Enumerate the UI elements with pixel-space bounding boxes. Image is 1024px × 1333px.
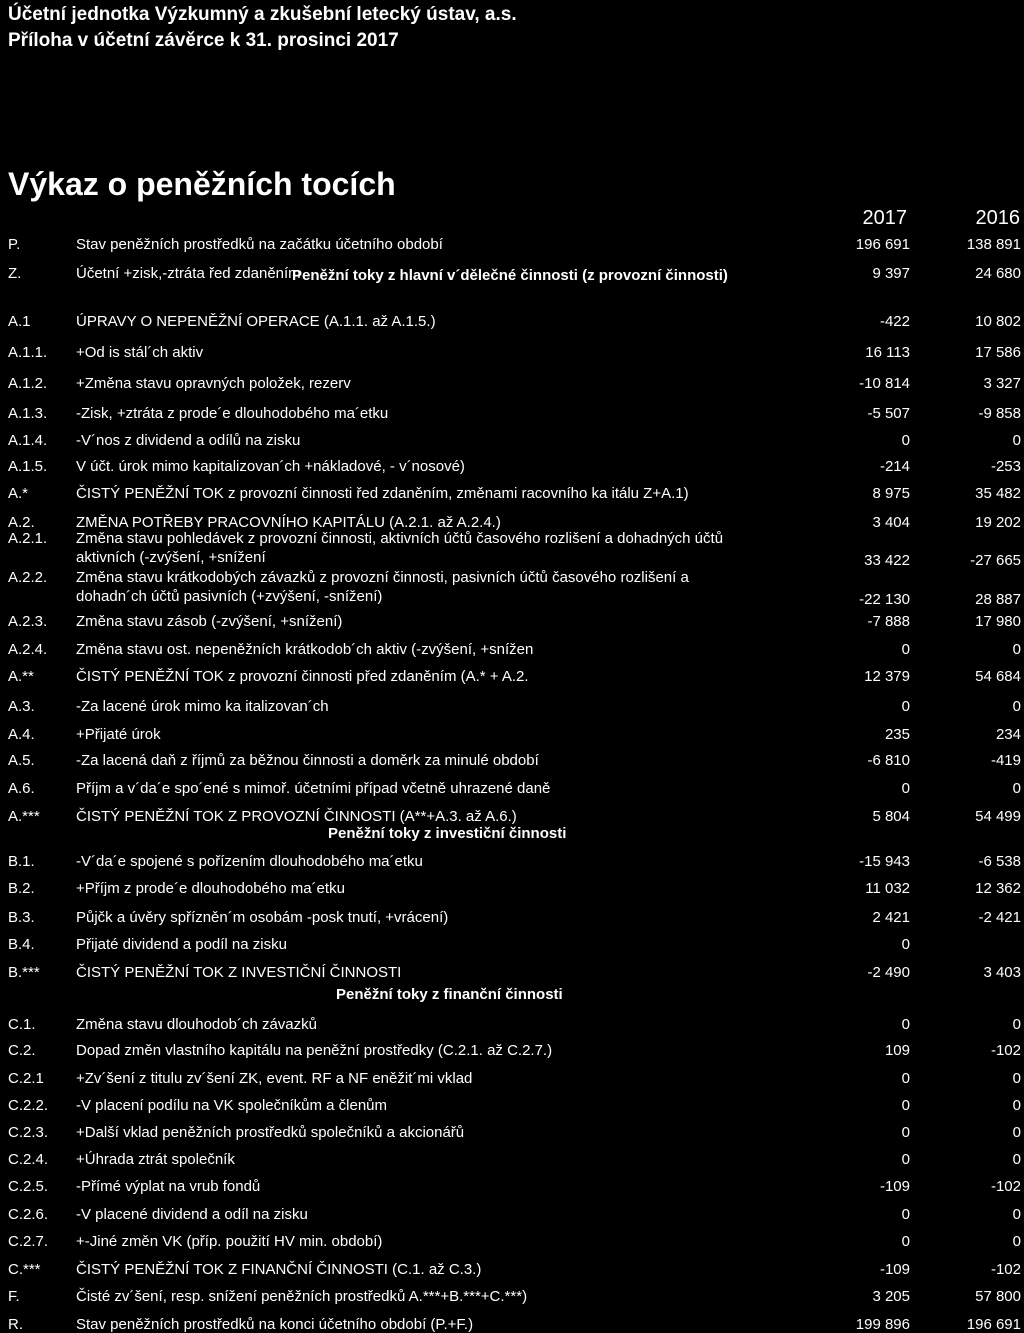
row-label <box>76 641 796 658</box>
row-code: B.3. <box>8 909 35 926</box>
value-2017: 33 422 <box>864 552 910 569</box>
row-label-line: +Přijaté úrok <box>76 726 161 743</box>
row-code: F. <box>8 1288 20 1305</box>
row-code: A.6. <box>8 780 35 797</box>
value-2016: -27 665 <box>970 552 1021 569</box>
section-heading-provozni: Peněžní toky z hlavní v´dělečné činnosti (z provozní činnosti) <box>292 267 728 284</box>
row-label <box>76 1316 796 1333</box>
value-2016: 54 499 <box>975 808 1021 825</box>
value-2016: 0 <box>1012 1097 1021 1114</box>
page-title: Výkaz o peněžních tocích <box>8 166 396 202</box>
row-label-line: +-Jiné změn VK (příp. použití HV min. období) <box>76 1233 383 1250</box>
row-code: B.1. <box>8 853 35 870</box>
row-label <box>76 1151 796 1168</box>
row-label-line: +Úhrada ztrát společník <box>76 1151 235 1168</box>
row-label-line: Příjm a v´da´e spo´ené s mimoř. účetními případ včetně uhrazené daně <box>76 780 551 797</box>
value-2017: -214 <box>879 458 910 475</box>
row-label-line: -Zisk, +ztráta z prode´e dlouhodobého ma´etku <box>76 405 389 422</box>
value-2017: 0 <box>901 432 910 449</box>
document-header <box>8 2 517 54</box>
row-label <box>76 569 796 605</box>
row-label <box>76 698 796 715</box>
value-2017: 8 975 <box>872 485 910 502</box>
row-code: A.* <box>8 485 29 502</box>
value-2016: 0 <box>1012 432 1021 449</box>
row-code: B.4. <box>8 936 35 953</box>
value-2017: 3 404 <box>872 514 910 531</box>
row-code: A.2. <box>8 514 35 531</box>
value-2016: 57 800 <box>975 1288 1021 1305</box>
value-2017: 0 <box>901 780 910 797</box>
value-2016: 0 <box>1012 1233 1021 1250</box>
row-label-line: +Další vklad peněžních prostředků společníků a akcionářů <box>76 1124 465 1141</box>
row-label-line: -Přímé výplat na vrub fondů <box>76 1178 261 1195</box>
value-2016: 28 887 <box>975 591 1021 608</box>
value-2016: 3 403 <box>983 964 1021 981</box>
row-label <box>76 752 796 769</box>
section-heading-investicni: Peněžní toky z investiční činnosti <box>328 825 567 842</box>
row-label-line: +Změna stavu opravných položek, rezerv <box>76 375 351 392</box>
value-2016: 0 <box>1012 780 1021 797</box>
row-label-line: Stav peněžních prostředků na začátku účetního období <box>76 236 443 253</box>
value-2016: 0 <box>1012 698 1021 715</box>
row-label <box>76 909 796 926</box>
row-code: C.1. <box>8 1016 36 1033</box>
row-label-line: ÚPRAVY O NEPENĚŽNÍ OPERACE (A.1.1. až A.1.5.) <box>76 313 436 330</box>
row-label-line: Stav peněžních prostředků na konci účetního období (P.+F.) <box>76 1316 474 1333</box>
value-2017: 0 <box>901 1097 910 1114</box>
year-column-2016: 2016 <box>975 207 1020 229</box>
value-2016: 24 680 <box>975 265 1021 282</box>
row-label <box>76 344 796 361</box>
row-label-line: -V placené dividend a odíl na zisku <box>76 1206 308 1223</box>
row-label-line: -V placení podílu na VK společníkům a členům <box>76 1097 388 1114</box>
row-label-line: ČISTÝ PENĚŽNÍ TOK z provozní činnosti před zdaněním (A.* + A.2. <box>76 668 529 685</box>
value-2017: 0 <box>901 936 910 953</box>
row-label-line: -V´da´e spojené s pořízením dlouhodobého ma´etku <box>76 853 423 870</box>
value-2017: 11 032 <box>865 880 910 897</box>
row-label-line: ČISTÝ PENĚŽNÍ TOK Z FINANČNÍ ČINNOSTI (C.1. až C.3.) <box>76 1261 482 1278</box>
value-2017: -2 490 <box>867 964 910 981</box>
row-label <box>76 1261 796 1278</box>
value-2017: 109 <box>884 1042 910 1059</box>
row-label-line: Změna stavu ost. nepeněžních krátkodob´ch aktiv (-zvýšení, +snížen <box>76 641 534 658</box>
value-2016: 54 684 <box>975 668 1021 685</box>
header-attachment-line: Příloha v účetní závěrce k 31. prosinci 2017 <box>8 30 399 51</box>
value-2017: 235 <box>884 726 910 743</box>
value-2016: 0 <box>1012 1206 1021 1223</box>
row-label <box>76 1070 796 1087</box>
value-2016: -9 858 <box>978 405 1021 422</box>
row-label-line: ČISTÝ PENĚŽNÍ TOK z provozní činnosti řed zdaněním, změnami racovního ka itálu Z+A.1) <box>76 485 689 502</box>
row-code: B.*** <box>8 964 40 981</box>
row-label-line: V účt. úrok mimo kapitalizovan´ch +nákladové, - v´nosové) <box>76 458 465 475</box>
row-label <box>76 1016 796 1033</box>
row-label <box>76 530 796 566</box>
row-code: A.2.1. <box>8 530 48 547</box>
value-2017: -109 <box>879 1178 910 1195</box>
value-2017: 3 205 <box>872 1288 910 1305</box>
value-2016: 234 <box>995 726 1021 743</box>
value-2016: -419 <box>990 752 1021 769</box>
row-code: C.2.5. <box>8 1178 49 1195</box>
row-label <box>76 1124 796 1141</box>
row-label <box>76 1042 796 1059</box>
value-2016: 0 <box>1012 1070 1021 1087</box>
row-code: A.3. <box>8 698 35 715</box>
value-2016: -2 421 <box>978 909 1021 926</box>
value-2016: 0 <box>1012 1151 1021 1168</box>
row-code: C.2. <box>8 1042 36 1059</box>
value-2017: -422 <box>879 313 910 330</box>
row-code: C.2.7. <box>8 1233 49 1250</box>
row-label <box>76 375 796 392</box>
row-label-line: +Od is stál´ch aktiv <box>76 344 204 361</box>
row-code: A.2.4. <box>8 641 48 658</box>
value-2017: -7 888 <box>867 613 910 630</box>
row-label <box>76 936 796 953</box>
row-label <box>76 964 796 981</box>
value-2016: 17 586 <box>975 344 1021 361</box>
value-2017: -10 814 <box>859 375 910 392</box>
row-code: A.1.5. <box>8 458 48 475</box>
row-label-line: ZMĚNA POTŘEBY PRACOVNÍHO KAPITÁLU (A.2.1. až A.2.4.) <box>76 514 501 531</box>
value-2017: -22 130 <box>859 591 910 608</box>
row-label-line: ČISTÝ PENĚŽNÍ TOK Z INVESTIČNÍ ČINNOSTI <box>76 964 402 981</box>
row-label <box>76 432 796 449</box>
row-label <box>76 313 796 330</box>
row-label <box>76 514 796 531</box>
section-heading-financni: Peněžní toky z finanční činnosti <box>336 986 563 1003</box>
row-label-line: Změna stavu dlouhodob´ch závazků <box>76 1016 317 1033</box>
value-2016: 0 <box>1012 641 1021 658</box>
row-label <box>76 1097 796 1114</box>
row-label-line: Změna stavu krátkodobých závazků z provozní činnosti, pasivních účtů časového rozlišení a <box>76 569 689 586</box>
value-2017: 0 <box>901 1151 910 1168</box>
value-2017: -15 943 <box>859 853 910 870</box>
value-2017: 0 <box>901 641 910 658</box>
value-2017: 0 <box>901 1070 910 1087</box>
row-label-line: -Za lacené úrok mimo ka italizovan´ch <box>76 698 329 715</box>
value-2017: 0 <box>901 1124 910 1141</box>
row-label-line: Čisté zv´šení, resp. snížení peněžních prostředků A.***+B.***+C.***) <box>76 1288 528 1305</box>
row-code: Z. <box>8 265 22 282</box>
value-2017: 0 <box>901 1016 910 1033</box>
row-label <box>76 780 796 797</box>
row-code: B.2. <box>8 880 35 897</box>
row-code: A.2.2. <box>8 569 48 586</box>
value-2016: 138 891 <box>966 236 1021 253</box>
row-label <box>76 1288 796 1305</box>
row-code: A.** <box>8 668 34 685</box>
value-2017: -109 <box>879 1261 910 1278</box>
year-column-2017: 2017 <box>862 207 907 229</box>
row-label-line: Půjčk a úvěry spřízněn´m osobám -posk tnutí, +vrácení) <box>76 909 449 926</box>
value-2016: 12 362 <box>975 880 1021 897</box>
row-label <box>76 1233 796 1250</box>
row-code: A.*** <box>8 808 40 825</box>
value-2017: -5 507 <box>867 405 910 422</box>
value-2016: -102 <box>990 1178 1021 1195</box>
value-2016: 0 <box>1012 1016 1021 1033</box>
row-label <box>76 808 796 825</box>
row-label <box>76 853 796 870</box>
row-code: A.4. <box>8 726 35 743</box>
value-2017: -6 810 <box>867 752 910 769</box>
row-code: A.1.4. <box>8 432 48 449</box>
row-label <box>76 613 796 630</box>
value-2016: -6 538 <box>978 853 1021 870</box>
value-2017: 199 896 <box>855 1316 910 1333</box>
value-2016: 0 <box>1012 1124 1021 1141</box>
value-2017: 0 <box>901 1206 910 1223</box>
row-label-line: -Za lacená daň z říjmů za běžnou činnosti a doměrk za minulé období <box>76 752 539 769</box>
row-label-line: Změna stavu pohledávek z provozní činnosti, aktivních účtů časového rozlišení a dohadných účtů <box>76 530 724 547</box>
row-label-line: +Zv´šení z titulu zv´šení ZK, event. RF a NF eněžit´mi vklad <box>76 1070 473 1087</box>
value-2017: 196 691 <box>855 236 910 253</box>
row-label <box>76 265 796 282</box>
row-label <box>76 1206 796 1223</box>
row-label <box>76 880 796 897</box>
value-2016: 196 691 <box>966 1316 1021 1333</box>
value-2016: -102 <box>990 1042 1021 1059</box>
row-label <box>76 236 796 253</box>
value-2017: 16 113 <box>865 344 910 361</box>
row-label <box>76 668 796 685</box>
value-2017: 0 <box>901 1233 910 1250</box>
value-2016: -102 <box>990 1261 1021 1278</box>
row-code: C.2.1 <box>8 1070 44 1087</box>
value-2016: -253 <box>990 458 1021 475</box>
row-label <box>76 458 796 475</box>
row-code: C.*** <box>8 1261 41 1278</box>
row-code: A.1 <box>8 313 31 330</box>
row-label-line: ČISTÝ PENĚŽNÍ TOK Z PROVOZNÍ ČINNOSTI (A**+A.3. až A.6.) <box>76 808 517 825</box>
row-code: A.1.1. <box>8 344 48 361</box>
value-2016: 3 327 <box>983 375 1021 392</box>
row-label-line-2: aktivních (-zvýšení, +snížení <box>76 549 266 566</box>
value-2016: 35 482 <box>975 485 1021 502</box>
value-2017: 12 379 <box>864 668 910 685</box>
value-2017: 2 421 <box>872 909 910 926</box>
row-code: P. <box>8 236 21 253</box>
row-code: R. <box>8 1316 23 1333</box>
row-label-line: Dopad změn vlastního kapitálu na peněžní prostředky (C.2.1. až C.2.7.) <box>76 1042 553 1059</box>
row-label-line: Přijaté dividend a podíl na zisku <box>76 936 287 953</box>
row-label-line: +Příjm z prode´e dlouhodobého ma´etku <box>76 880 345 897</box>
row-code: A.5. <box>8 752 35 769</box>
value-2016: 17 980 <box>975 613 1021 630</box>
value-2017: 0 <box>901 698 910 715</box>
row-label <box>76 726 796 743</box>
row-label <box>76 405 796 422</box>
row-code: A.1.2. <box>8 375 48 392</box>
header-entity-line: Účetní jednotka Výzkumný a zkušební letecký ústav, a.s. <box>8 4 517 25</box>
row-label-line: Účetní +zisk,-ztráta řed zdaněním <box>76 265 301 282</box>
row-code: C.2.2. <box>8 1097 49 1114</box>
row-code: C.2.3. <box>8 1124 49 1141</box>
value-2017: 5 804 <box>872 808 910 825</box>
row-code: C.2.6. <box>8 1206 49 1223</box>
row-label <box>76 485 796 502</box>
row-label-line: Změna stavu zásob (-zvýšení, +snížení) <box>76 613 343 630</box>
value-2016: 19 202 <box>975 514 1021 531</box>
row-code: A.1.3. <box>8 405 48 422</box>
value-2017: 9 397 <box>872 265 910 282</box>
row-label-line: -V´nos z dividend a odílů na zisku <box>76 432 301 449</box>
row-code: C.2.4. <box>8 1151 49 1168</box>
row-label-line-2: dohadn´ch účtů pasivních (+zvýšení, -snížení) <box>76 588 383 605</box>
value-2016: 10 802 <box>975 313 1021 330</box>
row-label <box>76 1178 796 1195</box>
row-code: A.2.3. <box>8 613 48 630</box>
